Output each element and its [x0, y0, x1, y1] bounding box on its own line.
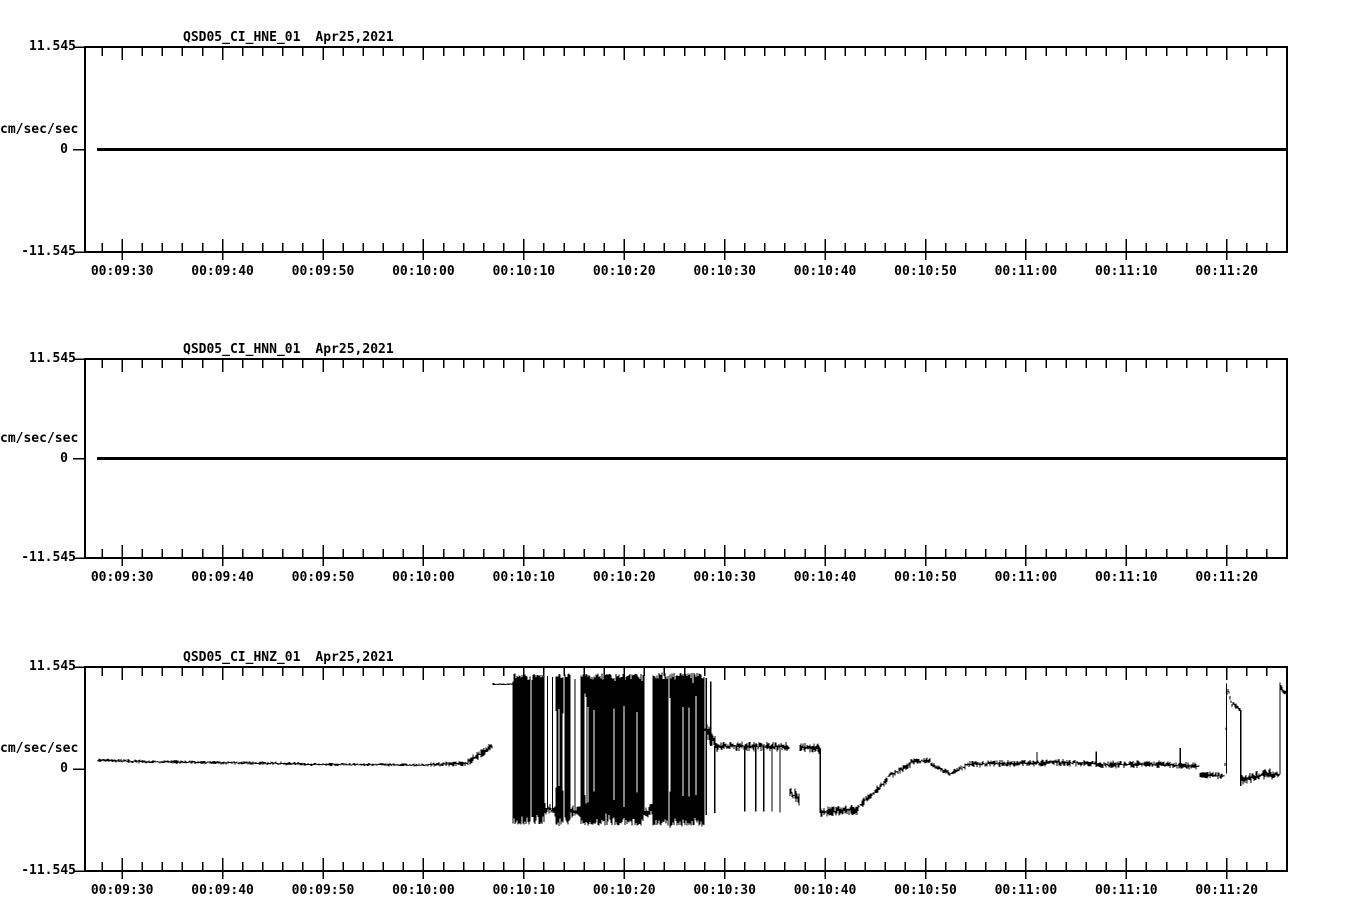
- x-tick-label: 00:11:20: [1195, 883, 1259, 898]
- x-tick-label: 00:10:30: [693, 883, 756, 898]
- date-label: Apr25,2021: [315, 30, 394, 45]
- x-tick-label: 00:09:30: [90, 264, 154, 279]
- x-tick-label: 00:10:50: [894, 570, 957, 585]
- x-tick-label: 00:09:40: [191, 570, 254, 585]
- y-units-label: cm/sec/sec: [0, 121, 79, 137]
- x-tick-label: 00:09:40: [191, 883, 254, 898]
- x-tick-label: 00:10:50: [894, 883, 957, 898]
- x-tick-label: 00:11:10: [1095, 883, 1158, 898]
- x-tick-label: 00:10:30: [693, 264, 756, 279]
- y-max-label: 11.545: [29, 39, 76, 54]
- y-max-label: 11.545: [29, 351, 76, 366]
- x-tick-label: 00:10:30: [693, 570, 756, 585]
- y-min-label: -11.545: [21, 244, 76, 259]
- x-tick-label: 00:11:00: [994, 883, 1058, 898]
- x-tick-label: 00:11:20: [1195, 264, 1259, 279]
- y-zero-label: 0: [60, 141, 68, 157]
- panel-title: [183, 343, 603, 357]
- x-tick-label: 00:10:10: [492, 570, 556, 585]
- y-units-label: cm/sec/sec: [0, 430, 79, 446]
- x-tick-label: 00:11:10: [1095, 570, 1158, 585]
- x-tick-label: 00:11:00: [994, 570, 1058, 585]
- y-zero-label: 0: [60, 761, 68, 776]
- x-tick-label: 00:09:50: [291, 883, 355, 898]
- x-tick-label: 00:10:20: [592, 883, 656, 898]
- x-tick-label: 00:11:10: [1095, 264, 1158, 279]
- x-tick-label: 00:09:30: [90, 883, 154, 898]
- station-channel-label: QSD05_CI_HNZ_01: [183, 650, 301, 665]
- x-tick-label: 00:10:20: [592, 264, 656, 279]
- y-min-label: -11.545: [21, 863, 76, 878]
- x-tick-label: 00:10:00: [392, 570, 455, 585]
- panel-title: [183, 651, 603, 665]
- x-tick-label: 00:10:20: [592, 570, 656, 585]
- x-tick-label: 00:10:40: [793, 883, 857, 898]
- x-tick-label: 00:09:30: [90, 570, 154, 585]
- x-tick-label: 00:09:50: [291, 264, 355, 279]
- y-units-label: cm/sec/sec: [0, 741, 79, 756]
- station-channel-label: QSD05_CI_HNE_01: [183, 30, 301, 45]
- y-zero-label: 0: [60, 450, 68, 466]
- x-tick-label: 00:09:50: [291, 570, 355, 585]
- x-tick-label: 00:11:00: [994, 264, 1058, 279]
- date-label: Apr25,2021: [315, 342, 394, 357]
- panel-title: [183, 31, 603, 45]
- station-channel-label: QSD05_CI_HNN_01: [183, 342, 301, 357]
- x-tick-label: 00:10:00: [392, 264, 455, 279]
- x-tick-label: 00:10:50: [894, 264, 957, 279]
- y-max-label: 11.545: [29, 659, 76, 674]
- x-tick-label: 00:11:20: [1195, 570, 1259, 585]
- x-tick-label: 00:10:40: [793, 570, 857, 585]
- x-tick-label: 00:10:40: [793, 264, 857, 279]
- x-tick-label: 00:10:00: [392, 883, 455, 898]
- date-label: Apr25,2021: [315, 650, 394, 665]
- x-tick-label: 00:10:10: [492, 883, 556, 898]
- x-tick-label: 00:10:10: [492, 264, 556, 279]
- x-tick-label: 00:09:40: [191, 264, 254, 279]
- y-min-label: -11.545: [21, 550, 76, 565]
